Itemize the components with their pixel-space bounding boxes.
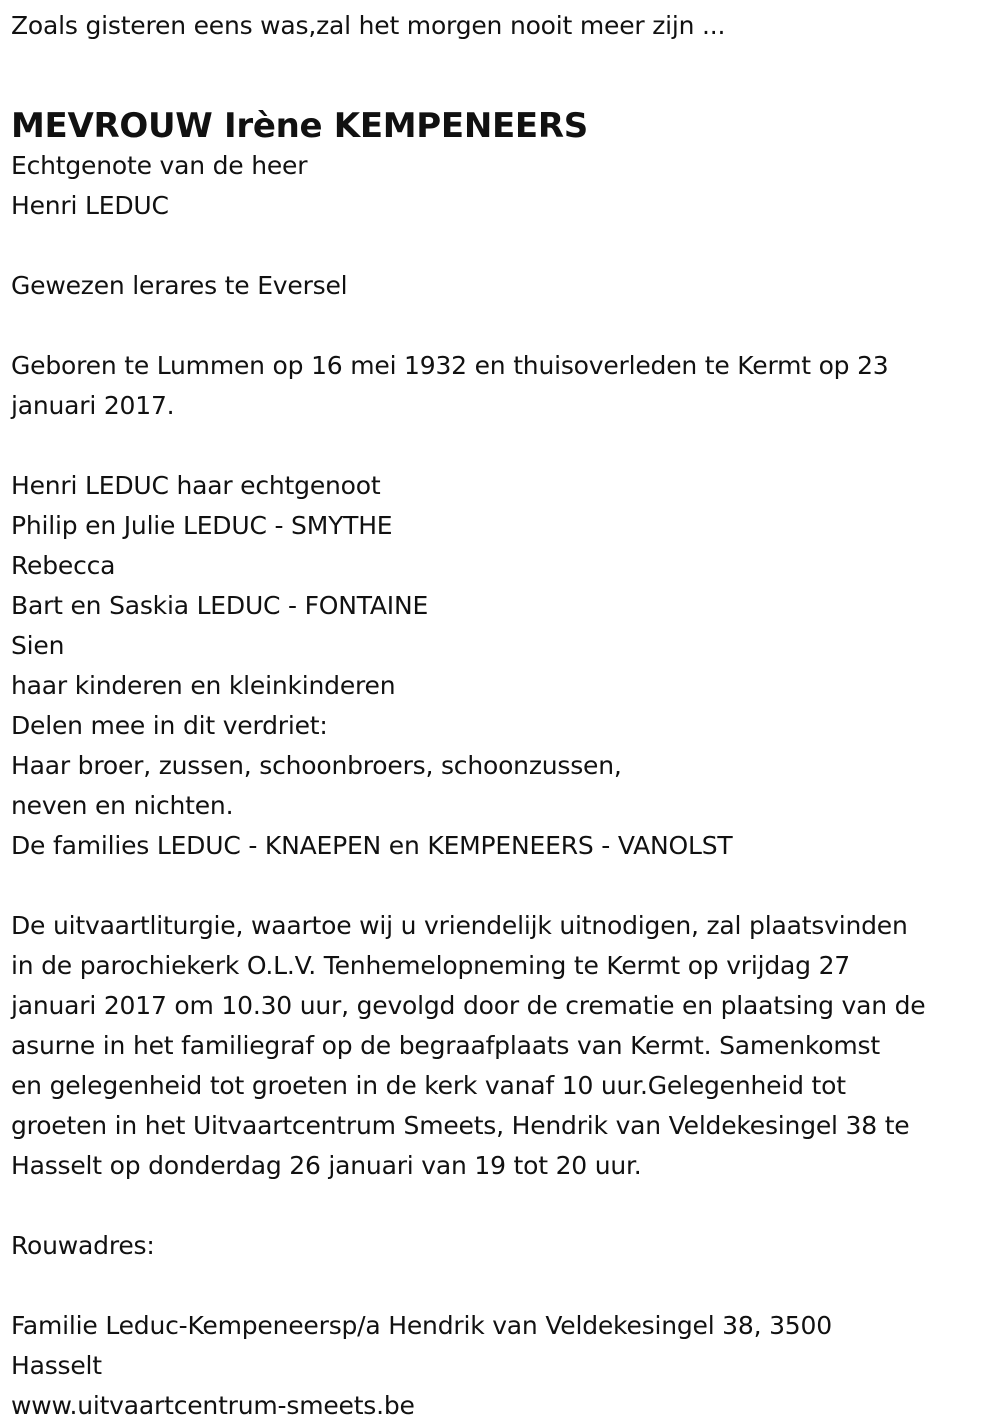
family-block bbox=[11, 466, 996, 866]
family-line: Sien bbox=[11, 631, 65, 660]
spouse-line: Echtgenote van de heer bbox=[11, 151, 308, 180]
spacer bbox=[11, 306, 996, 346]
birth-death-line: Geboren te Lummen op 16 mei 1932 en thuisoverleden te Kermt op 23 bbox=[11, 351, 889, 380]
family-line: Philip en Julie LEDUC - SMYTHE bbox=[11, 511, 393, 540]
family-line: Delen mee in dit verdriet: bbox=[11, 711, 328, 740]
family-line: Rebecca bbox=[11, 551, 116, 580]
funeral-line: in de parochiekerk O.L.V. Tenhemelopneming te Kermt op vrijdag 27 bbox=[11, 951, 850, 980]
spacer bbox=[11, 1266, 996, 1306]
occupation: Gewezen lerares te Eversel bbox=[11, 271, 348, 300]
funeral-line: en gelegenheid tot groeten in de kerk vanaf 10 uur.Gelegenheid tot bbox=[11, 1071, 846, 1100]
family-line: De families LEDUC - KNAEPEN en KEMPENEERS - VANOLST bbox=[11, 831, 733, 860]
address-label: Rouwadres: bbox=[11, 1231, 155, 1260]
website-link[interactable]: www.uitvaartcentrum-smeets.be bbox=[11, 1391, 415, 1420]
address-line: Hasselt bbox=[11, 1351, 102, 1380]
family-line: Henri LEDUC haar echtgenoot bbox=[11, 471, 381, 500]
funeral-line: De uitvaartliturgie, waartoe wij u vriendelijk uitnodigen, zal plaatsvinden bbox=[11, 911, 908, 940]
funeral-line: asurne in het familiegraf op de begraafplaats van Kermt. Samenkomst bbox=[11, 1031, 880, 1060]
family-line: Haar broer, zussen, schoonbroers, schoonzussen, bbox=[11, 751, 622, 780]
spacer bbox=[11, 866, 996, 906]
funeral-line: groeten in het Uitvaartcentrum Smeets, Hendrik van Veldekesingel 38 te bbox=[11, 1111, 910, 1140]
funeral-line: Hasselt op donderdag 26 januari van 19 tot 20 uur. bbox=[11, 1151, 642, 1180]
spacer bbox=[11, 226, 996, 266]
website-line bbox=[11, 1386, 996, 1426]
address-block bbox=[11, 1306, 996, 1386]
spouse-block bbox=[11, 146, 996, 226]
obituary-notice bbox=[11, 0, 996, 1426]
spacer bbox=[11, 426, 996, 466]
birth-death-block bbox=[11, 346, 996, 426]
spouse-line: Henri LEDUC bbox=[11, 191, 169, 220]
deceased-name: MEVROUW Irène KEMPENEERS bbox=[11, 106, 588, 146]
spacer bbox=[11, 1186, 996, 1226]
family-line: haar kinderen en kleinkinderen bbox=[11, 671, 396, 700]
birth-death-line: januari 2017. bbox=[11, 391, 175, 420]
funeral-line: januari 2017 om 10.30 uur, gevolgd door de crematie en plaatsing van de bbox=[11, 991, 926, 1020]
address-line: Familie Leduc-Kempeneersp/a Hendrik van Veldekesingel 38, 3500 bbox=[11, 1311, 832, 1340]
family-line: neven en nichten. bbox=[11, 791, 234, 820]
motto: Zoals gisteren eens was,zal het morgen nooit meer zijn ... bbox=[11, 11, 726, 40]
family-line: Bart en Saskia LEDUC - FONTAINE bbox=[11, 591, 429, 620]
funeral-block bbox=[11, 906, 996, 1186]
